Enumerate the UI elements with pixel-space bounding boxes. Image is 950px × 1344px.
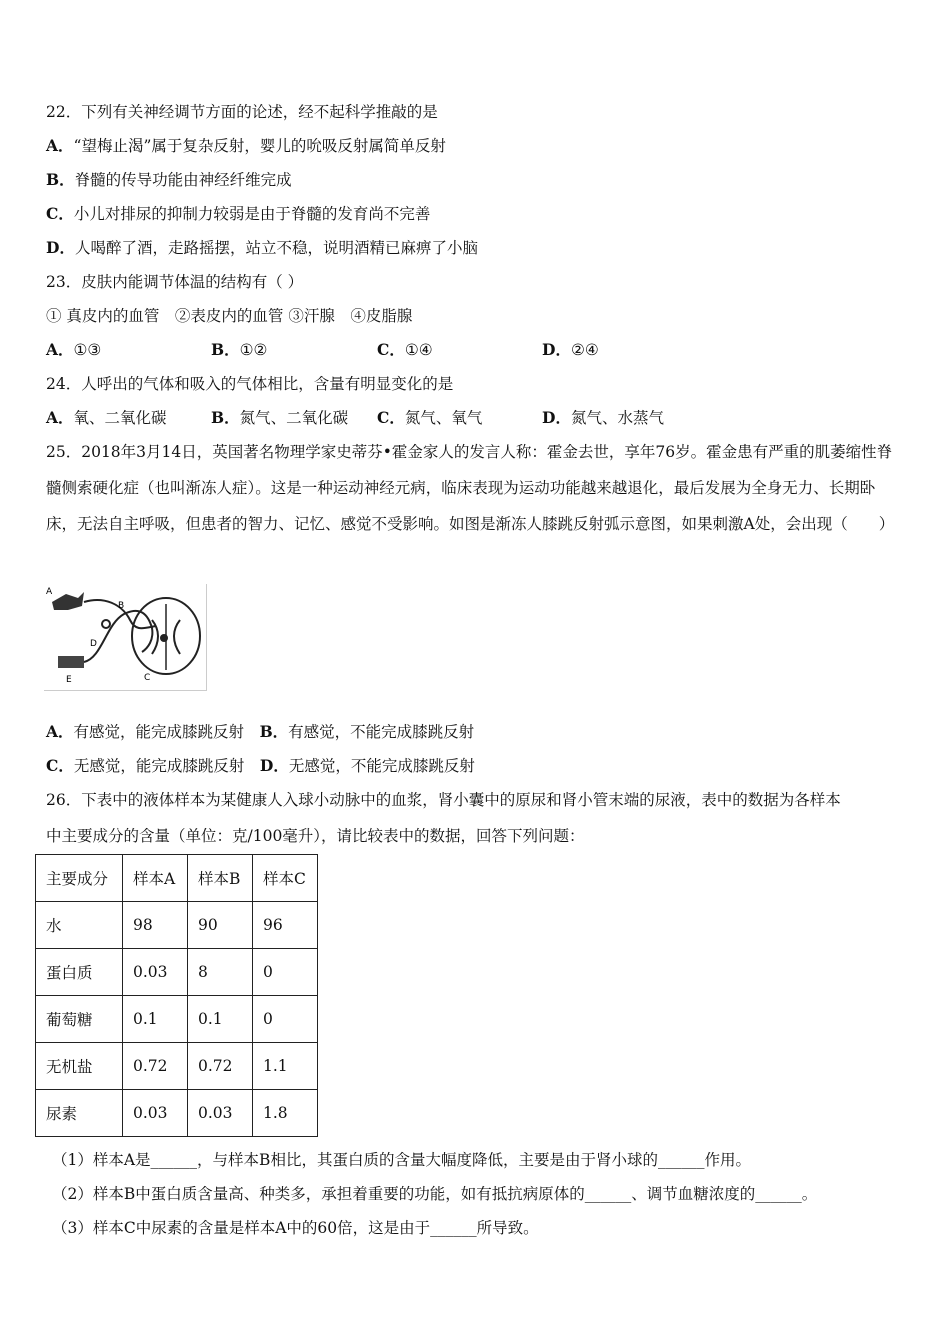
efferent-nerve: [84, 611, 152, 662]
label-a: A: [46, 587, 53, 597]
table-cell: 0.1: [188, 996, 253, 1043]
reflex-arc-figure: [44, 584, 207, 691]
effector-shape: [58, 656, 84, 668]
table-cell: 0.72: [188, 1043, 253, 1090]
q23-options: [46, 340, 746, 360]
q22-stem: 22．下列有关神经调节方面的论述，经不起科学推敲的是: [46, 103, 438, 121]
q23-option-b: B．①②: [211, 340, 268, 359]
q23-option-a: A．①③: [46, 340, 102, 359]
table-row: [36, 949, 318, 996]
label-c: C: [144, 673, 151, 683]
q25-option-c: C．无感觉，能完成膝跳反射: [46, 756, 245, 775]
q25-options-row1: [46, 722, 474, 742]
table-header: 样本C: [253, 855, 318, 902]
table-cell: 0.72: [123, 1043, 188, 1090]
table-header-row: [36, 855, 318, 902]
q24-option-a: A．氧、二氧化碳: [46, 408, 167, 427]
label-d: D: [90, 639, 97, 649]
table-row: [36, 1043, 318, 1090]
q22-option-b: B．脊髓的传导功能由神经纤维完成: [46, 170, 292, 189]
table-cell: 0.03: [188, 1090, 253, 1137]
table-cell: 0.1: [123, 996, 188, 1043]
q26-stem-line1: 26．下表中的液体样本为某健康人入球小动脉中的血浆，肾小囊中的原尿和肾小管末端的尿液，表中的数据为各样本: [46, 791, 841, 809]
q23-option-c: C．①④: [377, 340, 433, 359]
table-row: [36, 1090, 318, 1137]
q25-option-b: B．有感觉，不能完成膝跳反射: [259, 722, 475, 741]
table-header: 主要成分: [36, 855, 123, 902]
q24-option-d: D．氮气、水蒸气: [542, 408, 664, 427]
table-cell: 葡萄糖: [36, 996, 123, 1043]
q22-option-d: D．人喝醉了酒，走路摇摆，站立不稳，说明酒精已麻痹了小脑: [46, 238, 478, 257]
q26-sub2: （2）样本B中蛋白质含量高、种类多，承担着重要的功能，如有抵抗病原体的______、调节血糖浓度的______。: [52, 1185, 818, 1203]
q25-option-d: D．无感觉，不能完成膝跳反射: [259, 756, 475, 775]
table-row: [36, 996, 318, 1043]
q23-items: ① 真皮内的血管 ②表皮内的血管 ③汗腺 ④皮脂腺: [46, 307, 413, 325]
table-cell: 水: [36, 902, 123, 949]
table-cell: 96: [253, 902, 318, 949]
q25-stem: 25．2018年3月14日，英国著名物理学家史蒂芬•霍金家人的发言人称：霍金去世，享年76岁。霍金患有严重的肌萎缩性脊髓侧索硬化症（也叫渐冻人症）。这是一种运动神经元病，临床表现为运动功能越来越退化，最后发展为全身无力、长期卧床，无法自主呼吸，但患者的智力、记忆、感觉不受影响。如图是渐冻人膝跳反射弧示意图，如果刺激A处，会出现（ ）: [46, 443, 895, 533]
q24-option-b: B．氮气、二氧化碳: [211, 408, 349, 427]
q23-option-d: D．②④: [542, 340, 599, 359]
label-e: E: [66, 675, 72, 685]
table-header: 样本B: [188, 855, 253, 902]
q22-option-c: C．小儿对排尿的抑制力较弱是由于脊髓的发育尚不完善: [46, 204, 431, 223]
table-header: 样本A: [123, 855, 188, 902]
receptor-shape: [52, 592, 84, 610]
table-cell: 0: [253, 996, 318, 1043]
sample-table: [35, 854, 318, 1137]
table-cell: 0.03: [123, 949, 188, 996]
q24-options: [46, 408, 746, 428]
label-b: B: [118, 601, 125, 611]
table-cell: 98: [123, 902, 188, 949]
q26-sub1: （1）样本A是______，与样本B相比，其蛋白质的含量大幅度降低，主要是由于肾小球的______作用。: [52, 1151, 751, 1169]
table-cell: 无机盐: [36, 1043, 123, 1090]
table-row: [36, 902, 318, 949]
reflex-arc-diagram: [44, 584, 206, 690]
table-cell: 8: [188, 949, 253, 996]
q25-option-a: A．有感觉，能完成膝跳反射: [46, 722, 245, 741]
q24-stem: 24．人呼出的气体和吸入的气体相比，含量有明显变化的是: [46, 375, 454, 393]
q26-sub3: （3）样本C中尿素的含量是样本A中的60倍，这是由于______所导致。: [52, 1219, 539, 1237]
q24-option-c: C．氮气、氧气: [377, 408, 483, 427]
table-cell: 尿素: [36, 1090, 123, 1137]
table-cell: 90: [188, 902, 253, 949]
q26-stem-line2: 中主要成分的含量（单位：克/100毫升），请比较表中的数据，回答下列问题：: [46, 827, 585, 845]
table-cell: 0.03: [123, 1090, 188, 1137]
table-cell: 蛋白质: [36, 949, 123, 996]
q23-stem: 23．皮肤内能调节体温的结构有（ ）: [46, 273, 304, 291]
table-cell: 1.1: [253, 1043, 318, 1090]
q22-option-a: A．“望梅止渴”属于复杂反射，婴儿的吮吸反射属简单反射: [46, 136, 446, 155]
table-cell: 1.8: [253, 1090, 318, 1137]
q25-options-row2: [46, 756, 475, 776]
table-cell: 0: [253, 949, 318, 996]
